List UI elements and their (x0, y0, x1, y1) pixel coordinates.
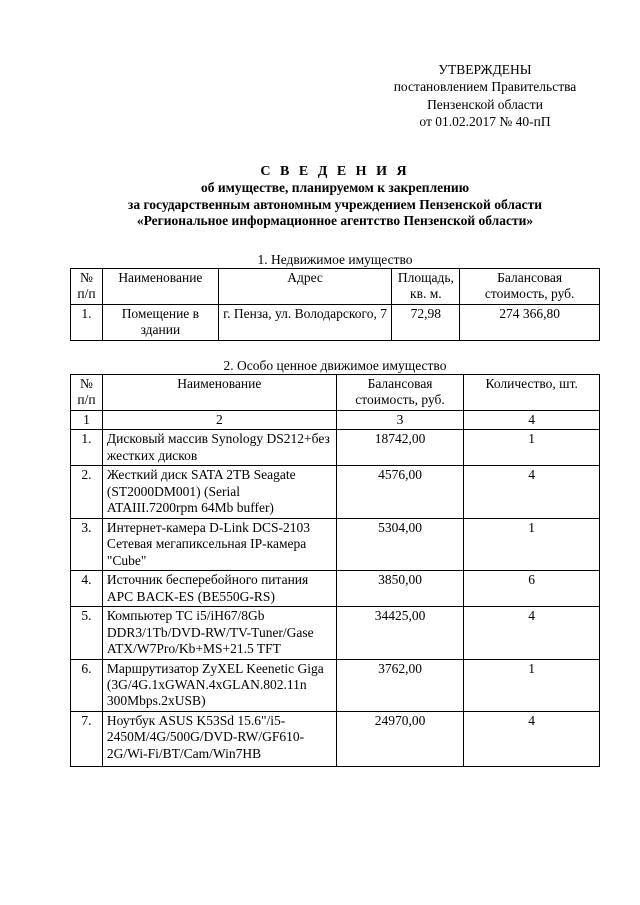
header-cell: Наименование (102, 269, 218, 305)
approval-line-4: от 01.02.2017 № 40-пП (419, 114, 551, 130)
cell-quantity: 1 (464, 659, 600, 711)
header-cell: Площадь, кв. м. (392, 269, 460, 305)
title-heading: С В Е Д Е Н И Я (260, 164, 410, 179)
cell-name: Маршрутизатор ZyXEL Keenetic Giga (3G/4G.1xGWAN.4xGLAN.802.11n 300Mbps.2xUSB) (102, 659, 336, 711)
approval-block (360, 62, 610, 132)
cell-number: 1. (71, 304, 103, 340)
cell-quantity: 6 (464, 571, 600, 607)
cell-number: 7. (71, 711, 103, 766)
index-cell: 2 (102, 410, 336, 429)
table-header-row (71, 269, 600, 305)
table-row (71, 711, 600, 766)
document-title (70, 163, 600, 229)
cell-quantity: 1 (464, 430, 600, 466)
cell-name: Жесткий диск SATA 2TB Seagate (ST2000DM001) (Serial ATAIII.7200rpm 64Mb buffer) (102, 466, 336, 518)
index-cell: 3 (336, 410, 464, 429)
title-line-3: «Региональное информационное агентство Пензенской области» (136, 213, 534, 229)
table-row (71, 607, 600, 659)
approval-line-3: Пензенской области (427, 96, 543, 112)
header-cell: Наименование (102, 375, 336, 411)
cell-number: 4. (71, 571, 103, 607)
approval-line-1: УТВЕРЖДЕНЫ (438, 62, 532, 77)
cell-name: Ноутбук ASUS K53Sd 15.6"/i5-2450M/4G/500G/DVD-RW/GF610-2G/Wi-Fi/BT/Cam/Win7HB (102, 711, 336, 766)
cell-value: 274 366,80 (460, 304, 600, 340)
header-cell: № п/п (71, 375, 103, 411)
cell-quantity: 4 (464, 466, 600, 518)
cell-name: Компьютер TC i5/iH67/8Gb DDR3/1Tb/DVD-RW/TV-Tuner/Gase ATX/W7Pro/Kb+MS+21.5 TFT (102, 607, 336, 659)
table-header-row (71, 375, 600, 411)
cell-number: 6. (71, 659, 103, 711)
table-row (71, 571, 600, 607)
table-row (71, 430, 600, 466)
approval-line-2: постановлением Правительства (393, 79, 577, 95)
cell-name: Дисковый массив Synology DS212+без жестких дисков (102, 430, 336, 466)
header-cell: Адрес (218, 269, 392, 305)
header-cell: Количество, шт. (464, 375, 600, 411)
real-estate-table (70, 268, 600, 341)
cell-name: Источник бесперебойного питания APC BACK-ES (BE550G-RS) (102, 571, 336, 607)
table-index-row (71, 410, 600, 429)
cell-number: 1. (71, 430, 103, 466)
header-cell: № п/п (71, 269, 103, 305)
index-cell: 4 (464, 410, 600, 429)
table-row (71, 466, 600, 518)
header-cell: Балансовая стоимость, руб. (336, 375, 464, 411)
cell-number: 5. (71, 607, 103, 659)
cell-value: 4576,00 (336, 466, 464, 518)
cell-value: 3850,00 (336, 571, 464, 607)
cell-value: 18742,00 (336, 430, 464, 466)
cell-address: г. Пенза, ул. Володарского, 7 (218, 304, 392, 340)
title-line-2: за государственным автономным учреждением Пензенской области (127, 196, 543, 212)
cell-value: 34425,00 (336, 607, 464, 659)
cell-value: 3762,00 (336, 659, 464, 711)
index-cell: 1 (71, 410, 103, 429)
cell-number: 2. (71, 466, 103, 518)
cell-quantity: 4 (464, 711, 600, 766)
cell-quantity: 4 (464, 607, 600, 659)
cell-number: 3. (71, 518, 103, 570)
table-row (71, 518, 600, 570)
cell-value: 5304,00 (336, 518, 464, 570)
header-cell: Балансовая стоимость, руб. (460, 269, 600, 305)
cell-quantity: 1 (464, 518, 600, 570)
section2-title: 2. Особо ценное движимое имущество (223, 358, 447, 373)
title-line-1: об имуществе, планируемом к закреплению (200, 180, 470, 196)
cell-area: 72,98 (392, 304, 460, 340)
cell-name: Помещение в здании (102, 304, 218, 340)
cell-value: 24970,00 (336, 711, 464, 766)
table-row (71, 304, 600, 340)
table-row (71, 659, 600, 711)
movable-property-table (70, 374, 600, 767)
cell-name: Интернет-камера D-Link DCS-2103 Сетевая мегапиксельная IP-камера "Cube" (102, 518, 336, 570)
section1-title: 1. Недвижимое имущество (257, 252, 413, 267)
